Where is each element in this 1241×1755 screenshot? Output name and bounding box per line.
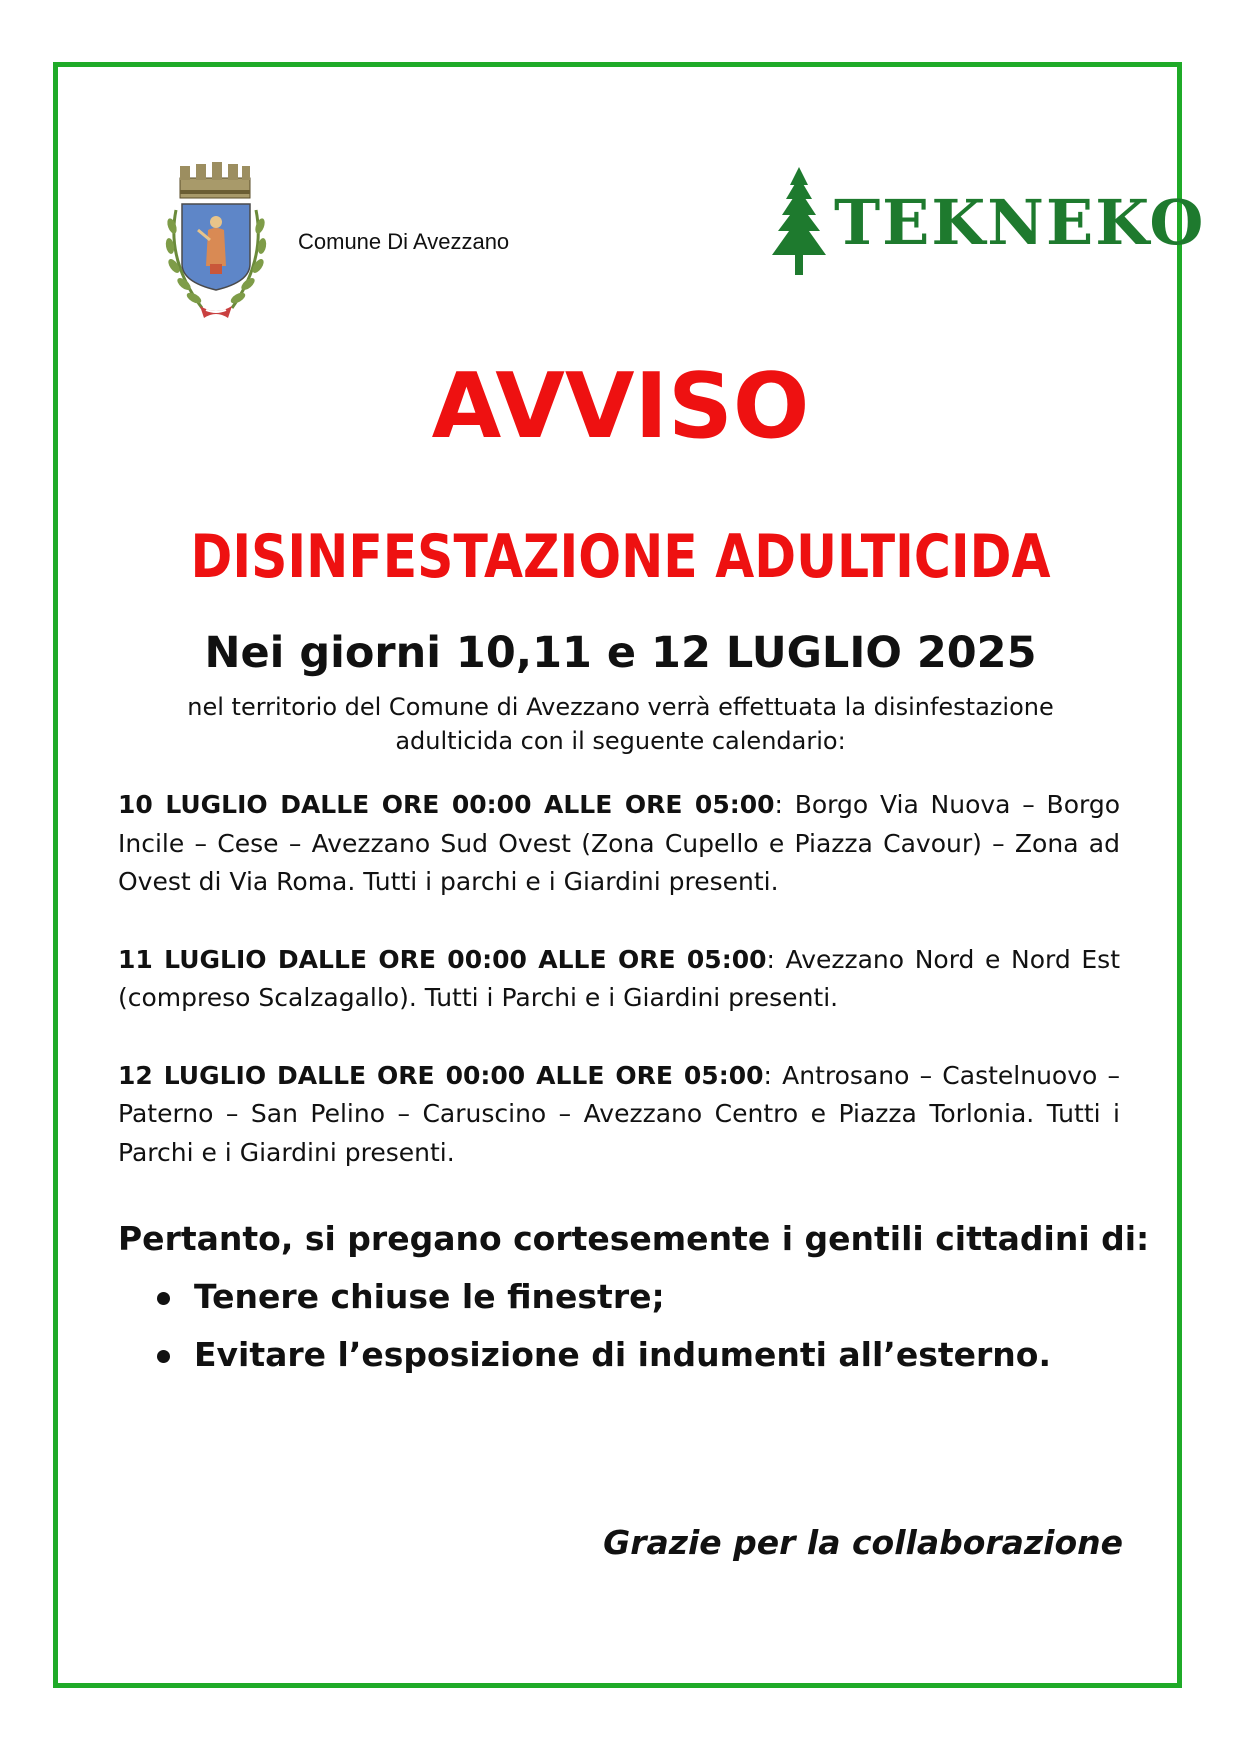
avezzano-coat-of-arms-icon bbox=[162, 160, 277, 328]
schedule-text: : Borgo Via Nuova – Borgo Incile – Cese – Avezzano Sud Ovest (Zona Cupello e Piazza Cavour) – Zona ad Ovest di Via Roma. Tutti i parchi e i Giardini presenti. bbox=[118, 790, 1120, 896]
schedule-text: : Antrosano – Castelnuovo – Paterno – San Pelino – Caruscino – Avezzano Centro e Piazza Torlonia. Tutti i Parchi e i Giardini presenti. bbox=[118, 1060, 1120, 1167]
schedule-item bbox=[118, 941, 1120, 1018]
pine-tree-icon bbox=[770, 167, 828, 277]
schedule-item bbox=[118, 786, 1120, 902]
notice-dates: Nei giorni 10,11 e 12 LUGLIO 2025 bbox=[204, 628, 1037, 678]
notice-subtitle: DISINFESTAZIONE ADULTICIDA bbox=[190, 522, 1051, 592]
schedule-text: : Avezzano Nord e Nord Est (compreso Scalzagallo). Tutti i Parchi e i Giardini presenti. bbox=[118, 944, 1121, 1012]
request-lead: Pertanto, si pregano cortesemente i gentili cittadini di: bbox=[118, 1219, 1150, 1258]
comune-label: Comune Di Avezzano bbox=[298, 229, 510, 254]
schedule-heading: 10 LUGLIO DALLE ORE 00:00 ALLE ORE 05:00 bbox=[118, 790, 775, 819]
bullet-icon bbox=[157, 1350, 170, 1363]
schedule-heading: 12 LUGLIO DALLE ORE 00:00 ALLE ORE 05:00 bbox=[118, 1060, 764, 1090]
request-item-text: Tenere chiuse le finestre; bbox=[194, 1277, 665, 1316]
intro-line-2: adulticida con il seguente calendario: bbox=[395, 727, 846, 755]
tekneko-logo-text: TEKNEKO bbox=[834, 186, 1206, 259]
schedule-list bbox=[118, 786, 1120, 1211]
request-list bbox=[152, 1277, 1051, 1396]
request-item bbox=[152, 1335, 1051, 1374]
closing-thanks: Grazie per la collaborazione bbox=[603, 1523, 1123, 1562]
request-item bbox=[152, 1277, 1051, 1316]
notice-title: AVVISO bbox=[431, 354, 810, 459]
notice-intro bbox=[0, 690, 1241, 758]
bullet-icon bbox=[157, 1292, 170, 1305]
intro-line-1: nel territorio del Comune di Avezzano verrà effettuata la disinfestazione bbox=[187, 693, 1054, 721]
schedule-item bbox=[118, 1057, 1120, 1173]
request-item-text: Evitare l’esposizione di indumenti all’esterno. bbox=[194, 1335, 1051, 1374]
schedule-heading: 11 LUGLIO DALLE ORE 00:00 ALLE ORE 05:00 bbox=[118, 944, 767, 974]
